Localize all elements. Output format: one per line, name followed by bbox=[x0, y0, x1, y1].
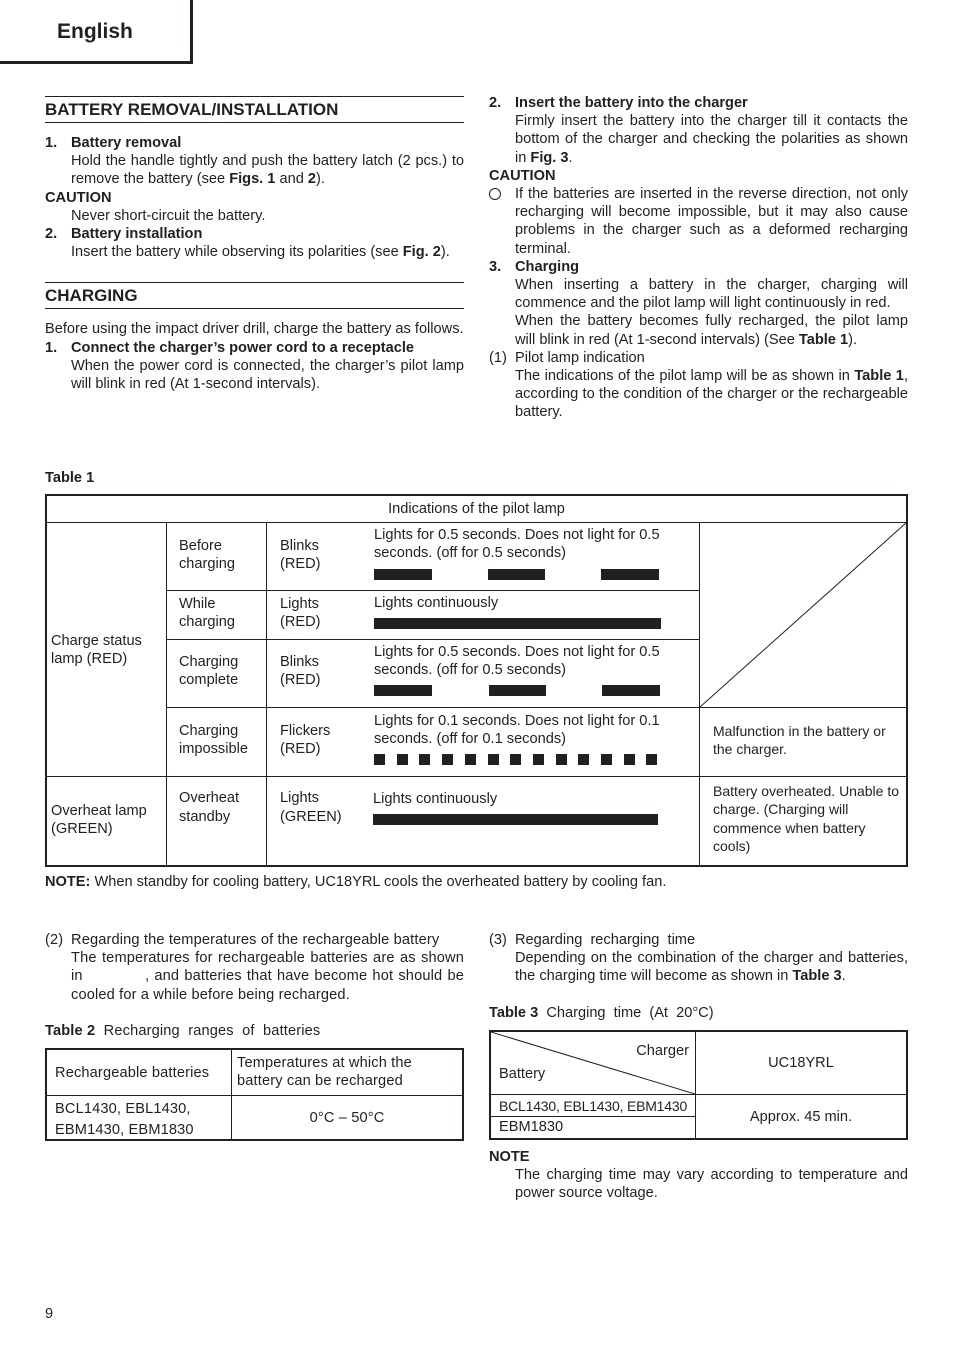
table1-row: Charging impossible bbox=[167, 708, 267, 777]
blink-bar bbox=[488, 569, 545, 580]
charge-lamp-cell: Charge status lamp (RED) bbox=[47, 523, 167, 777]
flicker-square bbox=[601, 754, 612, 765]
blink-bar bbox=[374, 685, 432, 696]
insert-battery-item: 2. Insert the battery into the charger Firmly insert the battery into the charger till it contacts the bottom of the charger and checking the polarities as shown in Fig. 3. bbox=[489, 95, 908, 166]
left-column bbox=[45, 96, 464, 393]
blink-bar bbox=[489, 685, 546, 696]
table2-header-batteries: Rechargeable batteries bbox=[55, 1065, 210, 1082]
table3-batteries-1: BCL1430, EBL1430, EBM1430 bbox=[499, 1097, 688, 1114]
section-title-battery: BATTERY REMOVAL/INSTALLATION bbox=[45, 96, 464, 123]
connect-cord-item: 1. Connect the charger’s power cord to a receptacle When the power cord is connected, the charger’s pilot lamp will blink in red (At 1-second intervals). bbox=[45, 339, 464, 393]
empty-diagonal-cell bbox=[700, 523, 906, 708]
flicker-square bbox=[646, 754, 657, 765]
table3-note-title: NOTE bbox=[489, 1148, 530, 1165]
table3-note-text: The charging time may vary according to temperature and power source voltage. bbox=[515, 1167, 908, 1202]
table3-battery-label: Battery bbox=[499, 1065, 546, 1082]
battery-removal-item: 1. Battery removal Hold the handle tightly and push the battery latch (2 pcs.) to remove the battery (see Figs. 1 and 2). bbox=[45, 135, 464, 188]
table2-range: 0°C – 50°C bbox=[309, 1110, 385, 1127]
table1-row-5-note: Battery overheated. Unable to charge. (Charging will commence when battery cools) bbox=[713, 783, 900, 855]
blink-bar bbox=[602, 685, 660, 696]
table1-row: Overheat standby bbox=[167, 777, 267, 865]
overheat-lamp-cell: Overheat lamp (GREEN) bbox=[47, 777, 167, 865]
battery-removal-text: Hold the handle tightly and push the battery latch (2 pcs.) to remove the battery (see Figs. 1 and 2). bbox=[71, 153, 464, 188]
table2-batteries: BCL1430, EBL1430, EBM1430, EBM1830 bbox=[55, 1101, 194, 1139]
charging-text-2: When the battery becomes fully recharged, the pilot lamp will blink in red (At 1-second intervals) (See Table 1). bbox=[515, 313, 908, 348]
table1-row-3-detail: Blinks (RED) Lights for 0.5 seconds. Does not light for 0.5 seconds. (off for 0.5 seconds) bbox=[267, 640, 700, 708]
temperature-text: The temperatures for rechargeable batteries are as shown in , and batteries that have become hot should be cooled for a while before being recharged. bbox=[71, 950, 469, 1003]
caution-heading: CAUTION bbox=[45, 189, 112, 206]
caution-text: Never short-circuit the battery. bbox=[71, 207, 266, 224]
language-tab bbox=[0, 0, 193, 64]
table3 bbox=[489, 1030, 908, 1140]
table1 bbox=[45, 494, 908, 867]
table3-model: UC18YRL bbox=[696, 1032, 906, 1095]
table1-row: While charging bbox=[167, 591, 267, 640]
table1-row-1-detail: Blinks (RED) Lights for 0.5 seconds. Does not light for 0.5 seconds. (off for 0.5 seconds) bbox=[267, 523, 700, 591]
continuous-bar bbox=[373, 814, 658, 825]
connect-cord-text: When the power cord is connected, the charger’s pilot lamp will blink in red (At 1-second intervals). bbox=[71, 357, 464, 393]
insert-battery-text: Firmly insert the battery into the charger till it contacts the bottom of the charger and checking the polarities as shown in Fig. 3. bbox=[515, 113, 908, 166]
recharge-time-title: Regarding recharging time bbox=[515, 932, 696, 948]
recharge-time-item: (3) Regarding recharging time Depending on the combination of the charger and batteries, the charging time will become as shown in Table 3. bbox=[489, 932, 908, 985]
battery-installation-title: Battery installation bbox=[71, 226, 203, 243]
flicker-square bbox=[624, 754, 635, 765]
table1-row-4-note: Malfunction in the battery or the charger. bbox=[700, 708, 906, 777]
diagonal-line bbox=[700, 523, 906, 708]
section-title-charging: CHARGING bbox=[45, 282, 464, 309]
table1-row: Charging complete bbox=[167, 640, 267, 708]
table3-batteries-2: EBM1830 bbox=[499, 1118, 564, 1135]
table1-row: Before charging bbox=[167, 523, 267, 591]
lower-right-column bbox=[489, 931, 908, 1202]
flicker-square bbox=[556, 754, 567, 765]
page-number: 9 bbox=[45, 1306, 54, 1322]
insert-battery-title: Insert the battery into the charger bbox=[515, 95, 748, 111]
language-label: English bbox=[57, 20, 133, 43]
table1-row-5-detail: Lights (GREEN) Lights continuously bbox=[267, 777, 700, 865]
right-column bbox=[489, 94, 908, 422]
flicker-square bbox=[578, 754, 589, 765]
battery-installation-item: 2. Battery installation Insert the battery while observing its polarities (see Fig. 2). bbox=[45, 225, 464, 261]
caution2-heading: CAUTION bbox=[489, 167, 556, 184]
table1-row-2-detail: Lights (RED) Lights continuously bbox=[267, 591, 700, 640]
temperature-title: Regarding the temperatures of the rechargeable battery bbox=[71, 932, 440, 948]
lower-left-column bbox=[45, 931, 469, 1141]
flicker-pattern bbox=[374, 754, 664, 765]
flicker-square bbox=[488, 754, 499, 765]
table2 bbox=[45, 1048, 464, 1141]
table1-note: NOTE: When standby for cooling battery, UC18YRL cools the overheated battery by cooling fan. bbox=[45, 874, 667, 890]
charging-title: Charging bbox=[515, 258, 580, 275]
charging-intro: Before using the impact driver drill, charge the battery as follows. bbox=[45, 321, 464, 338]
circle-bullet-icon bbox=[489, 188, 501, 200]
table1-row-4-detail: Flickers (RED) Lights for 0.1 seconds. Does not light for 0.1 seconds. (off for 0.1 seconds) bbox=[267, 708, 700, 777]
caution2-text: If the batteries are inserted in the reverse direction, not only recharging will become impossible, but it may also cause problems in the charger such as a deformed recharging terminal. bbox=[515, 186, 908, 257]
continuous-bar bbox=[374, 618, 661, 629]
blink-bar bbox=[601, 569, 659, 580]
pilot-lamp-text: The indications of the pilot lamp will be as shown in Table 1, according to the condition of the charger or the rechargeable battery. bbox=[515, 368, 908, 421]
table3-charger-label: Charger bbox=[636, 1042, 689, 1059]
charging-item: 3. Charging When inserting a battery in the charger, charging will commence and the pilot lamp will light continuously in red. When the battery becomes fully recharged, the pilot lamp will blink in red (At 1-second intervals) (See Table 1). bbox=[489, 258, 908, 348]
connect-cord-title: Connect the charger’s power cord to a receptacle bbox=[71, 339, 415, 356]
temperature-item: (2) Regarding the temperatures of the rechargeable battery The temperatures for rechargeable batteries are as shown in , and batteries that have become hot should be cooled for a while before being recharged. bbox=[45, 932, 469, 1003]
flicker-square bbox=[465, 754, 476, 765]
battery-removal-title: Battery removal bbox=[71, 135, 182, 151]
recharge-time-text: Depending on the combination of the charger and batteries, the charging time will become as shown in Table 3. bbox=[515, 950, 908, 985]
table1-caption: Table 1 bbox=[45, 470, 95, 486]
flicker-square bbox=[374, 754, 385, 765]
battery-installation-text: Insert the battery while observing its polarities (see Fig. 2). bbox=[71, 244, 450, 261]
flicker-square bbox=[510, 754, 521, 765]
flicker-square bbox=[533, 754, 544, 765]
table2-header-temps: Temperatures at which the battery can be recharged bbox=[237, 1055, 412, 1090]
table3-time: Approx. 45 min. bbox=[749, 1108, 853, 1125]
pilot-lamp-item: (1) Pilot lamp indication The indications of the pilot lamp will be as shown in Table 1, according to the condition of the charger or the rechargeable battery. bbox=[489, 349, 908, 421]
table3-caption: Table 3 Charging time (At 20°C) bbox=[489, 1004, 714, 1021]
pilot-lamp-title: Pilot lamp indication bbox=[515, 349, 645, 366]
charging-text-1: When inserting a battery in the charger, charging will commence and the pilot lamp will light continuously in red. bbox=[515, 277, 908, 312]
flicker-square bbox=[442, 754, 453, 765]
caution2-item bbox=[489, 185, 908, 258]
table2-caption: Table 2 Recharging ranges of batteries bbox=[45, 1022, 321, 1039]
flicker-square bbox=[419, 754, 430, 765]
table1-header: Indications of the pilot lamp bbox=[47, 496, 906, 523]
blink-bar bbox=[374, 569, 432, 580]
flicker-square bbox=[397, 754, 408, 765]
